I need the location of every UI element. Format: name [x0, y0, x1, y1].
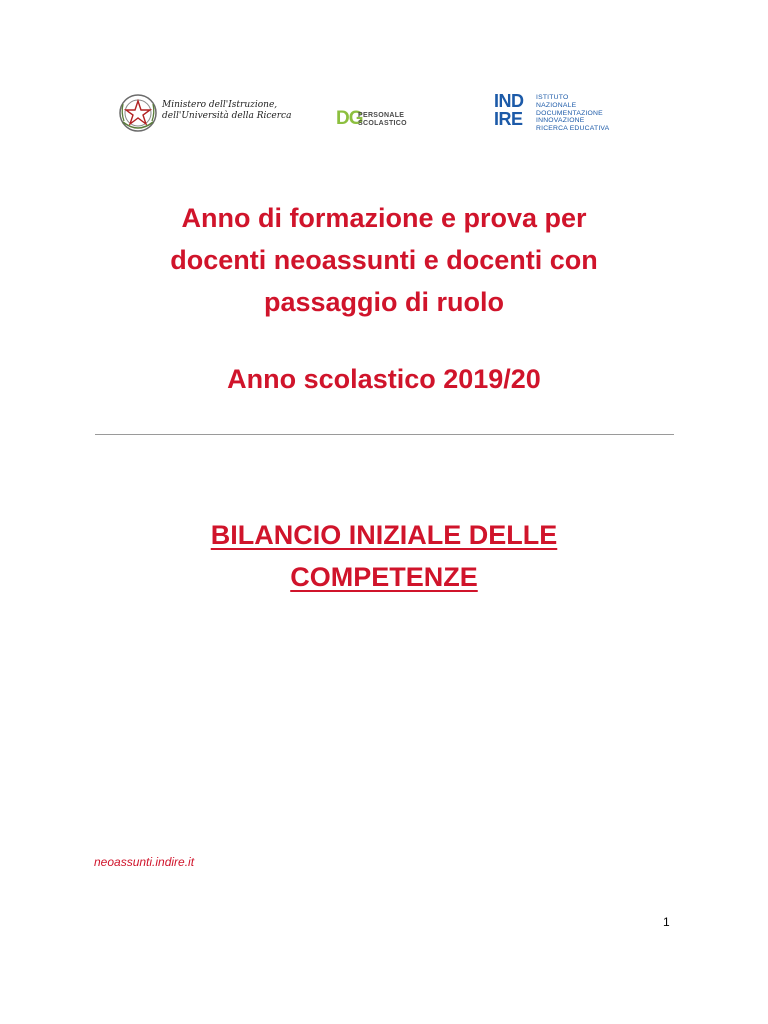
indire-mark-line-1: IND: [494, 91, 524, 111]
indire-sub-line: ISTITUTO: [536, 94, 569, 101]
indire-sub-line: NAZIONALE: [536, 101, 577, 109]
school-year: Anno scolastico 2019/20: [227, 364, 541, 394]
indire-sub-line: RICERCA EDUCATIVA: [536, 125, 610, 133]
section-heading: [84, 514, 684, 598]
title-line: Anno di formazione e prova per: [181, 203, 587, 233]
heading-line: COMPETENZE: [290, 562, 478, 592]
indire-logo: [494, 92, 624, 136]
indire-subtitle: [536, 94, 609, 133]
dg-personale-scolastico-logo: [336, 108, 426, 132]
dg-subtitle: [358, 112, 407, 128]
document-title: [84, 197, 684, 323]
indire-sub-line: INNOVAZIONE: [536, 117, 585, 125]
dg-mark: DG: [336, 108, 363, 129]
ministry-line-1: Ministero dell'Istruzione,: [162, 100, 278, 110]
miur-logo: [118, 90, 292, 138]
indire-mark-line-2: IRE: [494, 109, 523, 129]
title-line: passaggio di ruolo: [263, 287, 505, 317]
page-number: 1: [663, 915, 670, 929]
indire-mark: [494, 92, 524, 128]
ministry-name: [162, 100, 291, 122]
indire-sub-line: DOCUMENTAZIONE: [536, 109, 603, 117]
neoassunti-link[interactable]: neoassunti.indire.it: [94, 855, 195, 869]
title-line: docenti neoassunti e docenti con: [170, 245, 598, 275]
dg-line-1: PERSONALE: [358, 112, 405, 119]
ministry-line-2: dell'Università della Ricerca: [162, 111, 292, 121]
italian-republic-emblem-icon: [118, 92, 158, 134]
heading-line: BILANCIO INIZIALE DELLE: [210, 520, 558, 550]
dg-line-2: SCOLASTICO: [358, 120, 407, 127]
horizontal-divider: [95, 434, 674, 435]
